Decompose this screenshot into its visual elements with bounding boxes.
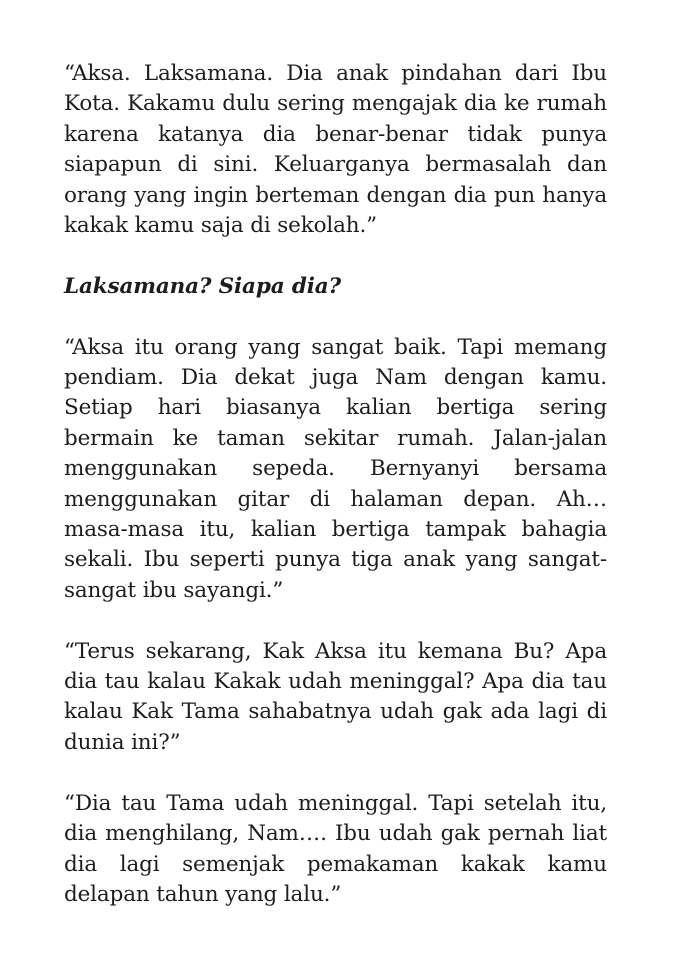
paragraph-mother-about-aksa: “Aksa. Laksamana. Dia anak pindahan dari Ibu Kota. Kakamu dulu sering mengajak dia ke rumah karena katanya dia benar-benar tidak punya siapapun di sini. Keluarganya bermasalah dan orang yang ingin berteman dengan dia pun hanya kakak kamu saja di sekolah.” <box>64 61 607 239</box>
paragraph-question-to-mother: “Terus sekarang, Kak Aksa itu kemana Bu? Apa dia tau kalau Kakak udah meninggal? Apa dia tau kalau Kak Tama sahabatnya udah gak ada lagi di dunia ini?” <box>64 638 607 755</box>
paragraph-inner-thought: Laksamana? Siapa dia? <box>64 273 341 299</box>
paragraph-mother-answer: “Dia tau Tama udah meninggal. Tapi setelah itu, dia menghilang, Nam…. Ibu udah gak pernah liat dia lagi semenjak pemakaman kakak kamu delapan tahun yang lalu.” <box>64 790 607 907</box>
document-page <box>64 59 607 910</box>
paragraph-aksa-description: “Aksa itu orang yang sangat baik. Tapi memang pendiam. Dia dekat juga Nam dengan kamu. Setiap hari biasanya kalian bertiga sering bermain ke taman sekitar rumah. Jalan-jalan menggunakan sepeda. Bernyanyi bersama menggunakan gitar di halaman depan. Ah… masa-masa itu, kalian bertiga tampak bahagia sekali. Ibu seperti punya tiga anak yang sangat-sangat ibu sayangi.” <box>64 334 607 603</box>
